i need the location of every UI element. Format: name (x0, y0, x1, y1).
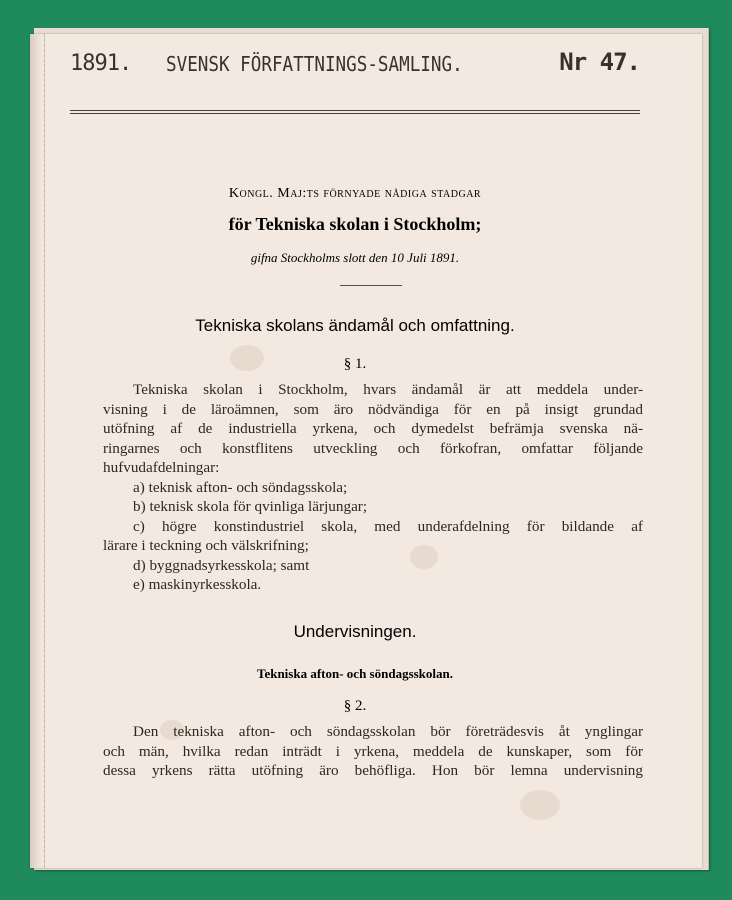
binding-edge (30, 34, 45, 868)
header-year: 1891. (70, 51, 132, 76)
list-item: e) maskinyrkesskola. (133, 576, 262, 593)
list-item: lärare i teckning och välskrifning; (103, 537, 309, 554)
header-rule-top (70, 110, 640, 111)
header-title: SVENSK FÖRFATTNINGS-SAMLING. (166, 52, 463, 76)
section2-heading: Undervisningen. (293, 622, 417, 641)
list-item: c) högre konstindustriel skola, med underafdelning för bildande af (133, 517, 643, 535)
section2-line: och män, hvilka redan inträdt i yrkena, meddela de kunskaper, som för (103, 742, 643, 760)
section1-line: hufvudafdelningar: (103, 459, 220, 476)
list-item: d) byggnadsyrkesskola; samt (133, 556, 310, 574)
section2-subheading: Tekniska afton- och söndagsskolan. (256, 666, 454, 681)
section2-line: Den tekniska afton- och söndagsskolan bör företrädesvis åt ynglingar (133, 723, 643, 740)
section2-body (103, 722, 643, 781)
section1-paragraph-mark: § 1. (343, 356, 367, 372)
section1-line: ringarnes och konstflitens utveckling och förkofran, omfattar följande (103, 439, 643, 457)
section2-paragraph-mark: § 2. (343, 698, 367, 714)
section1-heading: Tekniska skolans ändamål och omfattning. (195, 316, 515, 335)
decree-given-line: gifna Stockholms slott den 10 Juli 1891. (250, 250, 460, 265)
decree-main-title: för Tekniska skolan i Stockholm; (228, 214, 482, 234)
separator-rule (340, 285, 402, 286)
decree-kongl-line: Kongl. Maj:ts förnyade nådiga stadgar (228, 186, 482, 201)
section2-line: dessa yrkens rätta utöfning äro behöfliga. Hon bör lemna undervisning (103, 762, 643, 779)
section1-body (103, 380, 643, 595)
header-rule-bottom (70, 113, 640, 114)
section1-line: utöfning af de industriella yrkena, och dymedelst befrämja svenska nä- (103, 420, 643, 437)
page-header (70, 48, 640, 78)
section1-line: visning i de läroämnen, som äro nödvändiga för en på insigt grundad (103, 400, 643, 418)
header-number: Nr 47. (559, 48, 640, 76)
section1-line: Tekniska skolan i Stockholm, hvars ändamål är att meddela under- (133, 381, 643, 398)
list-item: a) teknisk afton- och söndagsskola; (133, 478, 348, 496)
list-item: b) teknisk skola för qvinliga lärjungar; (133, 498, 368, 515)
